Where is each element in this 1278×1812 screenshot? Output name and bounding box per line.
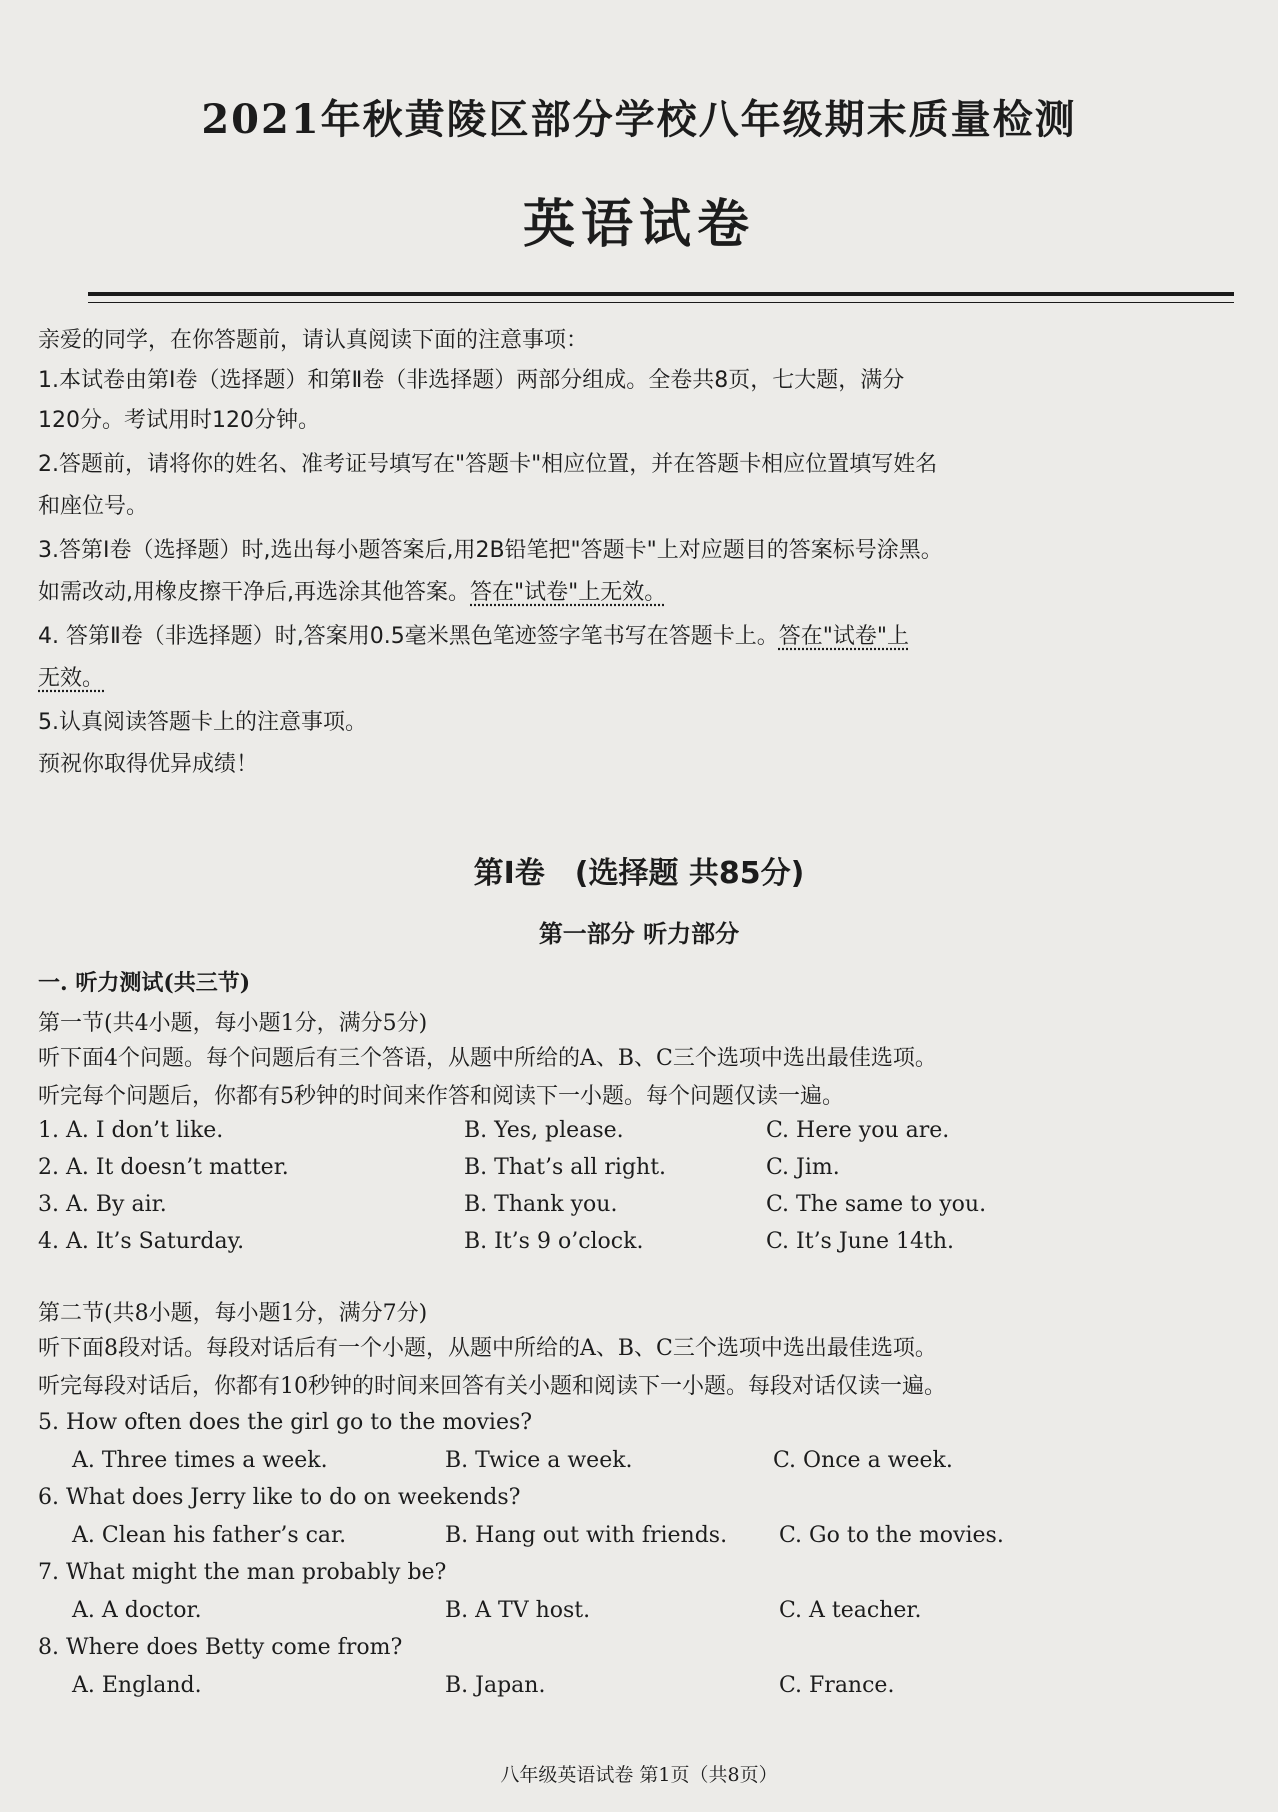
exam-title: 2021年秋黄陵区部分学校八年级期末质量检测 xyxy=(201,96,1077,143)
title-divider xyxy=(88,292,1234,296)
q7-option-b: B. A TV host. xyxy=(445,1598,591,1623)
q5-option-c: C. Once a week. xyxy=(773,1448,953,1473)
q4-option-c: C. It’s June 14th. xyxy=(766,1229,955,1254)
notice-item-3a: 3.答第Ⅰ卷（选择题）时,选出每小题答案后,用2B铅笔把"答题卡"上对应题目的答案标号涂黑。 xyxy=(38,538,943,563)
q8-option-c: C. France. xyxy=(779,1673,895,1698)
notice-item-3 xyxy=(38,574,1258,612)
q7-option-a: A. A doctor. xyxy=(72,1598,202,1623)
notice-wish: 预祝你取得优异成绩！ xyxy=(38,752,259,777)
notice-item-4 xyxy=(38,618,1258,656)
notice-item-1b: 120分。考试用时120分钟。 xyxy=(38,408,320,433)
volume-1-heading: 第Ⅰ卷 (选择题 共85分) xyxy=(473,856,805,891)
q4-option-a: 4. A. It’s Saturday. xyxy=(38,1229,245,1254)
section-1-instruction-2: 听完每个问题后，你都有5秒钟的时间来作答和阅读下一小题。每个问题仅读一遍。 xyxy=(38,1084,844,1109)
q8-stem: 8. Where does Betty come from? xyxy=(38,1635,403,1660)
section-2-instruction-1: 听下面8段对话。每段对话后有一个小题，从题中所给的A、B、C三个选项中选出最佳选项。 xyxy=(38,1336,937,1361)
q2-option-a: 2. A. It doesn’t matter. xyxy=(38,1155,289,1180)
q5-stem: 5. How often does the girl go to the movies? xyxy=(38,1410,533,1435)
q1-option-c: C. Here you are. xyxy=(766,1118,950,1143)
page-footer: 八年级英语试卷 第1页（共8页） xyxy=(500,1764,778,1786)
q6-option-c: C. Go to the movies. xyxy=(779,1523,1004,1548)
q7-stem: 7. What might the man probably be? xyxy=(38,1560,447,1585)
notice-item-3c: 答在"试卷"上无效。 xyxy=(470,580,667,605)
q6-stem: 6. What does Jerry like to do on weekends? xyxy=(38,1485,521,1510)
title-divider-thin xyxy=(88,302,1234,303)
q2-option-b: B. That’s all right. xyxy=(464,1155,667,1180)
q1-option-a: 1. A. I don’t like. xyxy=(38,1118,224,1143)
part-1-heading: 第一部分 听力部分 xyxy=(538,920,740,948)
notice-item-2a: 2.答题前，请将你的姓名、准考证号填写在"答题卡"相应位置，并在答题卡相应位置填写姓名 xyxy=(38,452,938,477)
q2-option-c: C. Jim. xyxy=(766,1155,840,1180)
section-2-instruction-2: 听完每段对话后，你都有10秒钟的时间来回答有关小题和阅读下一小题。每段对话仅读一遍。 xyxy=(38,1374,946,1399)
q8-option-b: B. Japan. xyxy=(445,1673,546,1698)
notice-intro: 亲爱的同学，在你答题前，请认真阅读下面的注意事项： xyxy=(38,328,589,353)
q5-option-a: A. Three times a week. xyxy=(72,1448,328,1473)
q5-option-b: B. Twice a week. xyxy=(445,1448,633,1473)
exam-subtitle: 英语试卷 xyxy=(522,194,755,255)
listening-heading: 一. 听力测试(共三节) xyxy=(38,970,251,996)
q3-option-a: 3. A. By air. xyxy=(38,1192,167,1217)
section-1-title: 第一节(共4小题，每小题1分，满分5分) xyxy=(38,1011,428,1036)
notice-item-4b: 答在"试卷"上 xyxy=(778,624,910,649)
q4-option-b: B. It’s 9 o’clock. xyxy=(464,1229,644,1254)
notice-item-4a: 4. 答第Ⅱ卷（非选择题）时,答案用0.5毫米黑色笔迹签字笔书写在答题卡上。 xyxy=(38,624,779,649)
notice-item-5: 5.认真阅读答题卡上的注意事项。 xyxy=(38,710,367,735)
notice-item-3b: 如需改动,用橡皮擦干净后,再选涂其他答案。 xyxy=(38,580,470,605)
q6-option-a: A. Clean his father’s car. xyxy=(72,1523,347,1548)
q7-option-c: C. A teacher. xyxy=(779,1598,922,1623)
q6-option-b: B. Hang out with friends. xyxy=(445,1523,728,1548)
section-1-instruction-1: 听下面4个问题。每个问题后有三个答语，从题中所给的A、B、C三个选项中选出最佳选项。 xyxy=(38,1046,937,1071)
notice-item-1a: 1.本试卷由第Ⅰ卷（选择题）和第Ⅱ卷（非选择题）两部分组成。全卷共8页，七大题，满分 xyxy=(38,368,905,393)
q3-option-c: C. The same to you. xyxy=(766,1192,987,1217)
notice-item-4c-line xyxy=(38,660,1258,698)
q3-option-b: B. Thank you. xyxy=(464,1192,618,1217)
section-2-title: 第二节(共8小题，每小题1分，满分7分) xyxy=(38,1301,428,1326)
q1-option-b: B. Yes, please. xyxy=(464,1118,624,1143)
notice-item-4c: 无效。 xyxy=(38,666,105,691)
q8-option-a: A. England. xyxy=(72,1673,202,1698)
notice-item-2b: 和座位号。 xyxy=(38,494,149,519)
